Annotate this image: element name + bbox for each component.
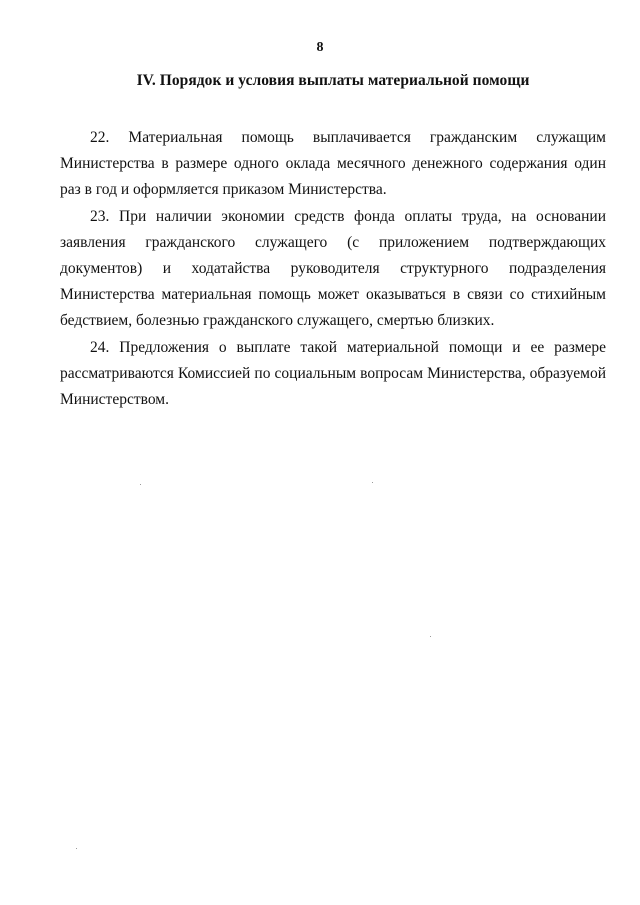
page-number: 8 [316,40,324,55]
scan-speck [140,484,141,485]
paragraph-22: 22. Материальная помощь выплачивается гражданским служащим Министерства в размере одного оклада месячного денежного содержания один раз в год и оформляется приказом Министерства. [60,129,606,199]
paragraph-23: 23. При наличии экономии средств фонда оплаты труда, на основании заявления гражданского служащего (с приложением подтверждающих документов) и ходатайства руководителя структурного подразделения Министерства материальная помощь может оказываться в связи со стихийным бедствием, болезнью гражданского служащего, смертью близких. [60,207,606,330]
paragraph-24: 24. Предложения о выплате такой материальной помощи и ее размере рассматриваются Комиссией по социальным вопросам Министерства, образуемой Министерством. [60,338,606,409]
scan-speck [430,636,431,637]
scan-speck [76,848,77,849]
section-title: IV. Порядок и условия выплаты материальной помощи [136,72,530,89]
document-body [60,125,606,413]
scan-speck [372,482,373,483]
